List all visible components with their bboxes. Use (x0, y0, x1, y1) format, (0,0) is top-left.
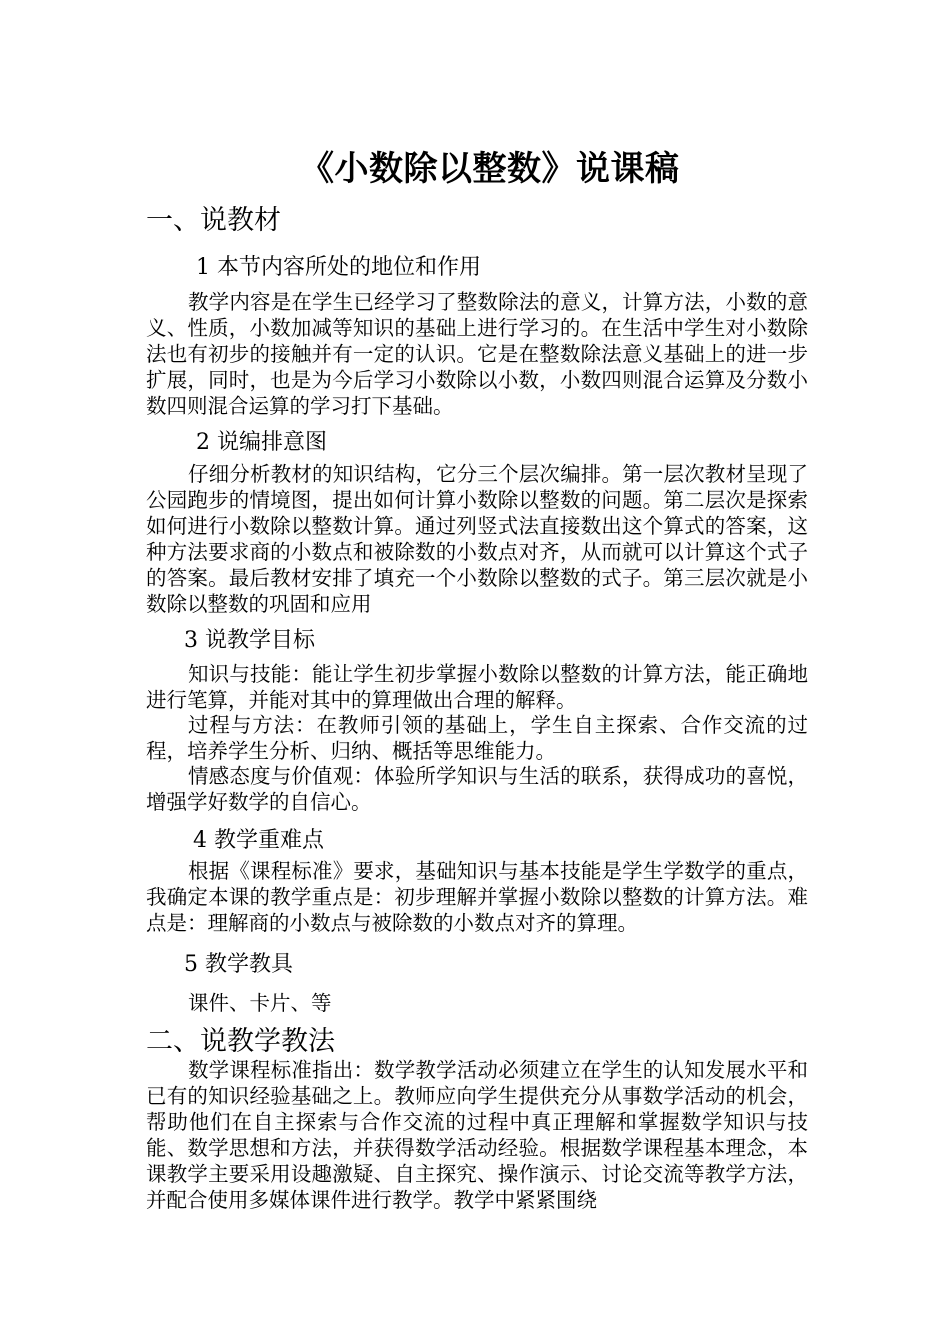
section-heading-methods: 二、说教学教法 (146, 1026, 335, 1057)
subheading-teaching-goals: 3 说教学目标 (184, 628, 315, 653)
subheading-position-role: 1 本节内容所处的地位和作用 (196, 255, 481, 280)
paragraph-goal-process: 过程与方法：在教师引领的基础上，学生自主探索、合作交流的过程，培养学生分析、归纳、概括等思维能力。 (146, 713, 808, 763)
teaching-aids-list: 课件、卡片、等 (188, 991, 332, 1015)
paragraph-goal-knowledge: 知识与技能：能让学生初步掌握小数除以整数的计算方法，能正确地进行笔算，并能对其中的算理做出合理的解释。 (146, 662, 808, 712)
paragraph-methods: 数学课程标准指出：数学教学活动必须建立在学生的认知发展水平和已有的知识经验基础之上。教师应向学生提供充分从事数学活动的机会，帮助他们在自主探索与合作交流的过程中真正理解和掌握数学知识与技能、数学思想和方法，并获得数学活动经验。根据数学课程基本理念，本课教学主要采用设趣激疑、自主探究、操作演示、讨论交流等教学方法，并配合使用多媒体课件进行教学。教学中紧紧围绕 (146, 1058, 808, 1212)
paragraph-key-points: 根据《课程标准》要求，基础知识与基本技能是学生学数学的重点，我确定本课的教学重点是：初步理解并掌握小数除以整数的计算方法。难点是：理解商的小数点与被除数的小数点对齐的算理。 (146, 859, 808, 935)
subheading-teaching-aids: 5 教学教具 (184, 952, 293, 977)
paragraph-position-role: 教学内容是在学生已经学习了整数除法的意义，计算方法，小数的意义、性质，小数加减等知识的基础上进行学习的。在生活中学生对小数除法也有初步的接触并有一定的认识。它是在整数除法意义基础上的进一步扩展，同时，也是为今后学习小数除以小数，小数四则混合运算及分数小数四则混合运算的学习打下基础。 (146, 290, 808, 418)
section-heading-textbook: 一、说教材 (146, 205, 281, 236)
paragraph-arrangement: 仔细分析教材的知识结构，它分三个层次编排。第一层次教材呈现了公园跑步的情境图，提出如何计算小数除以整数的问题。第二层次是探索如何进行小数除以整数计算。通过列竖式法直接数出这个算式的答案，这种方法要求商的小数点和被除数的小数点对齐，从而就可以计算这个式子的答案。最后教材安排了填充一个小数除以整数的式子。第三层次就是小数除以整数的巩固和应用 (146, 462, 808, 616)
paragraph-goal-emotion: 情感态度与价值观：体验所学知识与生活的联系，获得成功的喜悦，增强学好数学的自信心。 (146, 764, 808, 814)
document-title: 《小数除以整数》说课稿 (300, 149, 680, 189)
subheading-key-points: 4 教学重难点 (193, 828, 324, 853)
subheading-arrangement: 2 说编排意图 (196, 430, 327, 455)
